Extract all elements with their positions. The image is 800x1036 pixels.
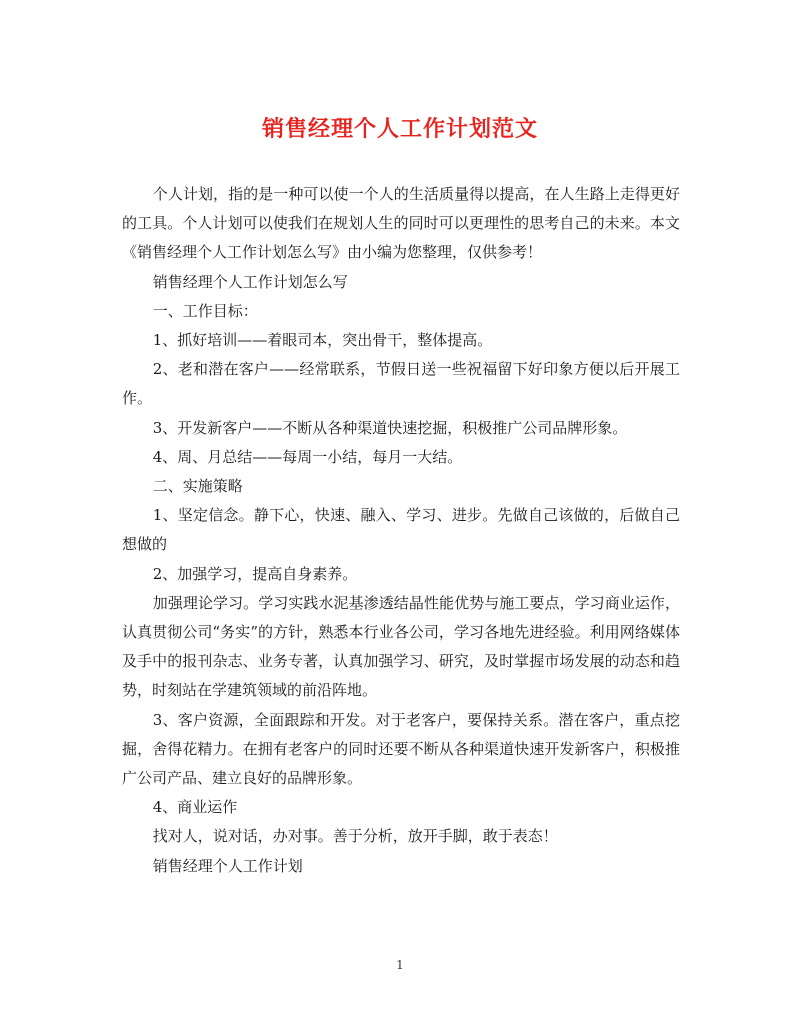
goal-item-1: 1、抓好培训——着眼司本，突出骨干，整体提高。 <box>152 331 493 350</box>
strategy-item-3: 3、客户资源，全面跟踪和开发。对于老客户，要保持关系。潜在客户，重点挖掘，舍得花精力。在拥有老客户的同时还要不断从各种渠道快速开发新客户，积极推广公司产品、建立良好的品牌形象。 <box>122 710 680 788</box>
goal-item-2: 2、老和潜在客户——经常联系，节假日送一些祝福留下好印象方便以后开展工作。 <box>122 360 680 408</box>
goal-item-3: 3、开发新客户——不断从各种渠道快速挖掘，积极推广公司品牌形象。 <box>152 418 628 437</box>
section-heading-goals: 一、工作目标： <box>152 301 258 320</box>
strategy-item-2: 2、加强学习，提高自身素养。 <box>152 564 358 583</box>
paragraph-intro: 个人计划，指的是一种可以使一个人的生活质量得以提高，在人生路上走得更好的工具。个人计划可以使我们在规划人生的同时可以更理性的思考自己的未来。本文《销售经理个人工作计划怎么写》由小编为您整理，仅供参考！ <box>122 185 680 262</box>
document-body <box>122 180 680 881</box>
strategy-item-1: 1、坚定信念。静下心，快速、融入、学习、进步。先做自己该做的，后做自己想做的 <box>122 506 680 554</box>
strategy-paragraph-operation: 找对人，说对话，办对事。善于分析，放开手脚，敢于表态！ <box>152 827 558 846</box>
document-title: 销售经理个人工作计划范文 <box>261 117 538 142</box>
section-heading-strategy: 二、实施策略 <box>152 477 243 496</box>
paragraph-closing-heading: 销售经理个人工作计划 <box>152 856 303 875</box>
goal-item-4: 4、周、月总结——每周一小结，每月一大结。 <box>152 447 463 466</box>
page-number: 1 <box>396 958 404 972</box>
strategy-paragraph-study: 加强理论学习。学习实践水泥基渗透结晶性能优势与施工要点，学习商业运作，认真贯彻公司“务实”的方针，熟悉本行业各公司，学习各地先进经验。利用网络媒体及手中的报刊杂志、业务专著，认真加强学习、研究，及时掌握市场发展的动态和趋势，时刻站在学建筑领域的前沿阵地。 <box>122 593 680 700</box>
strategy-item-4: 4、商业运作 <box>152 798 238 817</box>
paragraph-subheading: 销售经理个人工作计划怎么写 <box>152 272 348 291</box>
